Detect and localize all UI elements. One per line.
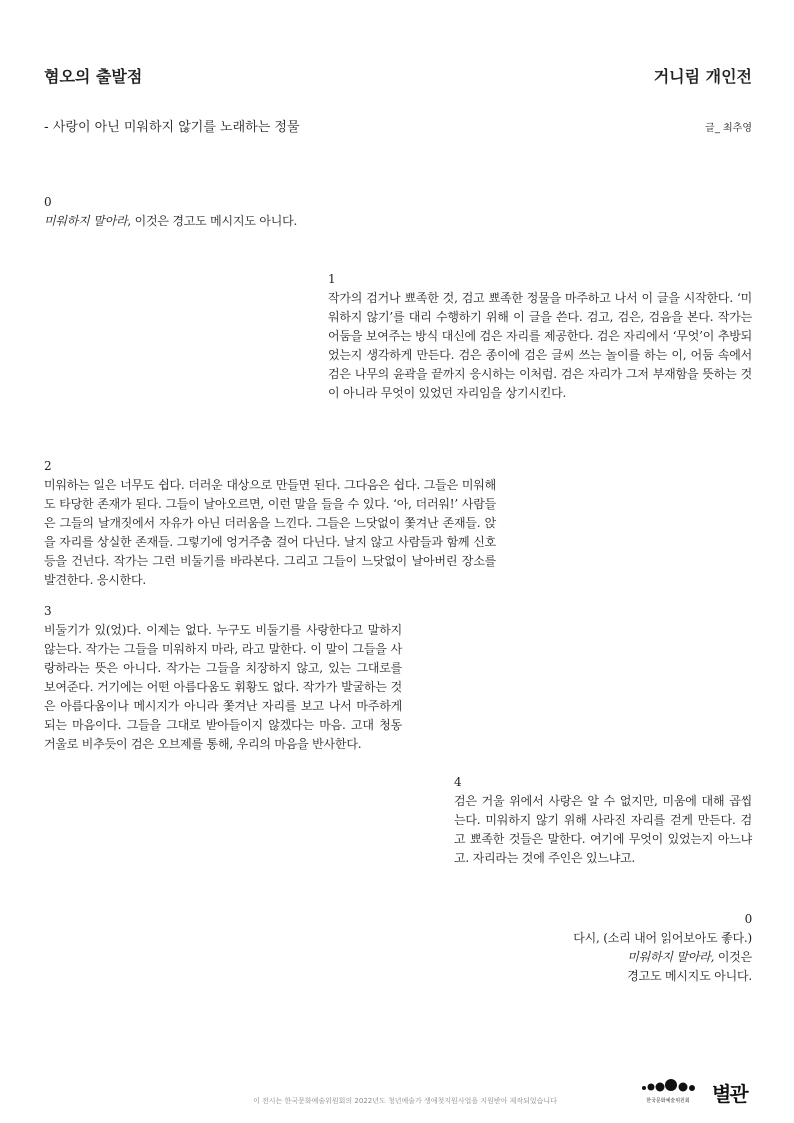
- italic-phrase: 미워하지 말아라: [44, 214, 128, 228]
- exhibition-title: 혐오의 출발점: [44, 67, 143, 86]
- arts-council-logo-label: 한국문화예술위원회: [646, 1098, 690, 1104]
- section-3: [44, 602, 402, 754]
- section-number: 2: [44, 459, 52, 473]
- section-text-rest: , 이것은 경고도 메시지도 아니다.: [127, 214, 298, 228]
- section-text: 미워하는 일은 너무도 쉽다. 더러운 대상으로 만들면 된다. 그다음은 쉽다. 그들은 미워해도 타당한 존재가 된다. 그들이 날아오르면, 이런 말을 들을 수 있다. ‘아, 더러워!’ 사람들은 그들의 날개짓에서 자유가 아닌 더러움을 느낀다. 그들은 느닷없이 쫓겨난 존재들. 앉을 자리를 상실한 존재들. 그렇기에 엉거주춤 걸어 다닌다. 날지 않고 사람들과 함께 신호등을 건넌다. 작가는 그런 비둘기를 바라본다. 그리고 그들이 느닷없이 날아버린 장소를 발견한다. 응시한다.: [44, 478, 496, 587]
- section-text: [44, 212, 384, 231]
- italic-phrase: 미워하지 말아라,: [627, 950, 715, 964]
- exhibition-artist: 거니림 개인전: [653, 67, 752, 86]
- subtitle: - 사랑이 아닌 미워하지 않기를 노래하는 정물: [44, 120, 300, 135]
- section-0: [44, 193, 384, 231]
- section-number: 3: [44, 604, 52, 618]
- venue-logo: 별관: [712, 1082, 747, 1106]
- arts-council-logo: [640, 1078, 696, 1108]
- closing-line-2: [452, 948, 752, 967]
- section-2: [44, 457, 496, 590]
- closing-line-3: 경고도 메시지도 아니다.: [627, 969, 752, 983]
- section-text: 검은 거울 위에서 사랑은 알 수 없지만, 미움에 대해 곱씹는다. 미워하지 않기 위해 사라진 자리를 걷게 만든다. 검고 뾰족한 것들은 말한다. 여기에 무엇이 있었는지 아느냐고. 자리라는 것에 주인은 있느냐고.: [454, 794, 752, 865]
- closing-line-2-rest: 이것은: [714, 950, 752, 964]
- arts-council-logo-mark: [640, 1078, 696, 1094]
- section-4: [454, 773, 752, 868]
- section-text: 비둘기가 있(었)다. 이제는 없다. 누구도 비둘기를 사랑한다고 말하지 않는다. 작가는 그들을 미워하지 마라, 라고 말한다. 이 말이 그들을 사랑하라는 뜻은 아니다. 작가는 그들을 치장하지 않고, 있는 그대로를 보여준다. 거기에는 어떤 아름다움도 휘황도 없다. 작가가 발굴하는 것은 아름다움이나 메시지가 아니라 쫓겨난 자리를 보고 나서 마주하게 되는 마음이다. 그들을 그대로 받아들이지 않겠다는 마음. 고대 청동 거울로 비추듯이 검은 오브제를 통해, 우리의 마음을 반사한다.: [44, 623, 402, 751]
- section-number: 1: [328, 272, 336, 286]
- section-number: 4: [454, 775, 462, 789]
- funding-note: 이 전시는 한국문화예술위원회의 2022년도 청년예술가 생애첫지원사업을 지원받아 제작되었습니다: [253, 1097, 557, 1105]
- section-text: 작가의 검거나 뾰족한 것, 검고 뾰족한 정물을 마주하고 나서 이 글을 시작한다. ‘미워하지 않기’를 대리 수행하기 위해 이 글을 쓴다. 검고, 검은, 검음을 본다. 작가는 어둠을 보여주는 방식 대신에 검은 자리를 제공한다. 검은 자리에서 ‘무엇’이 추방되었는지 생각하게 만든다. 검은 종이에 검은 글씨 쓰는 놀이를 하는 이, 어둠 속에서 검은 나무의 윤곽을 끝까지 응시하는 이처럼. 검은 자리가 그저 부재함을 뜻하는 것이 아니라 무엇이 있었던 자리임을 상기시킨다.: [328, 291, 752, 400]
- closing-line-1: 다시, (소리 내어 읽어보아도 좋다.): [573, 931, 752, 945]
- closing-section: [452, 910, 752, 986]
- section-1: [328, 270, 752, 403]
- section-number: 0: [44, 195, 52, 209]
- section-number: 0: [744, 912, 752, 926]
- author-credit: 글_ 최추영: [705, 123, 752, 134]
